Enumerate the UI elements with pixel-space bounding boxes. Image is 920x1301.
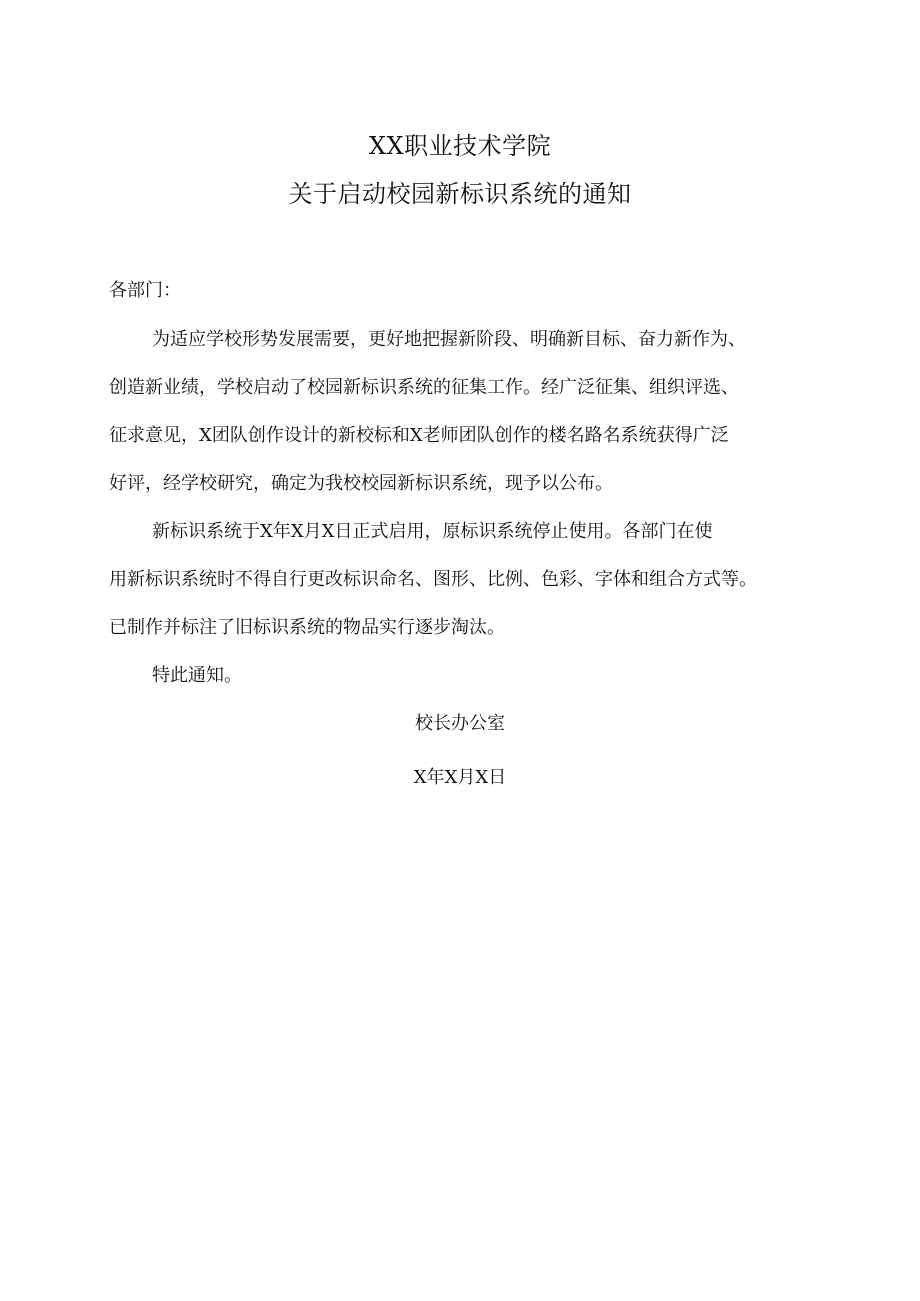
paragraph-1-line-3: 征求意见，X团队创作设计的新校标和X老师团队创作的楼名路名系统获得广泛: [109, 425, 729, 446]
paragraph-2-line-2: 用新标识系统时不得自行更改标识命名、图形、比例、色彩、字体和组合方式等。: [109, 569, 757, 590]
paragraph-1-line-4: 好评，经学校研究，确定为我校校园新标识系统，现予以公布。: [109, 473, 613, 494]
paragraph-3-line-1: 特此通知。: [152, 665, 242, 686]
document-title-line2: 关于启动校园新标识系统的通知: [288, 180, 632, 208]
signature-org: 校长办公室: [415, 713, 505, 734]
paragraph-1-line-2: 创造新业绩，学校启动了校园新标识系统的征集工作。经广泛征集、组织评选、: [109, 377, 739, 398]
paragraph-2-line-1: 新标识系统于X年X月X日正式启用，原标识系统停止使用。各部门在使: [152, 521, 713, 542]
paragraph-1-line-1: 为适应学校形势发展需要，更好地把握新阶段、明确新目标、奋力新作为、: [152, 329, 746, 350]
paragraph-2-line-3: 已制作并标注了旧标识系统的物品实行逐步淘汰。: [109, 617, 505, 638]
salutation: 各部门：: [109, 280, 181, 301]
signature-date: X年X月X日: [413, 767, 507, 788]
document-title-line1: XX职业技术学院: [368, 132, 552, 160]
